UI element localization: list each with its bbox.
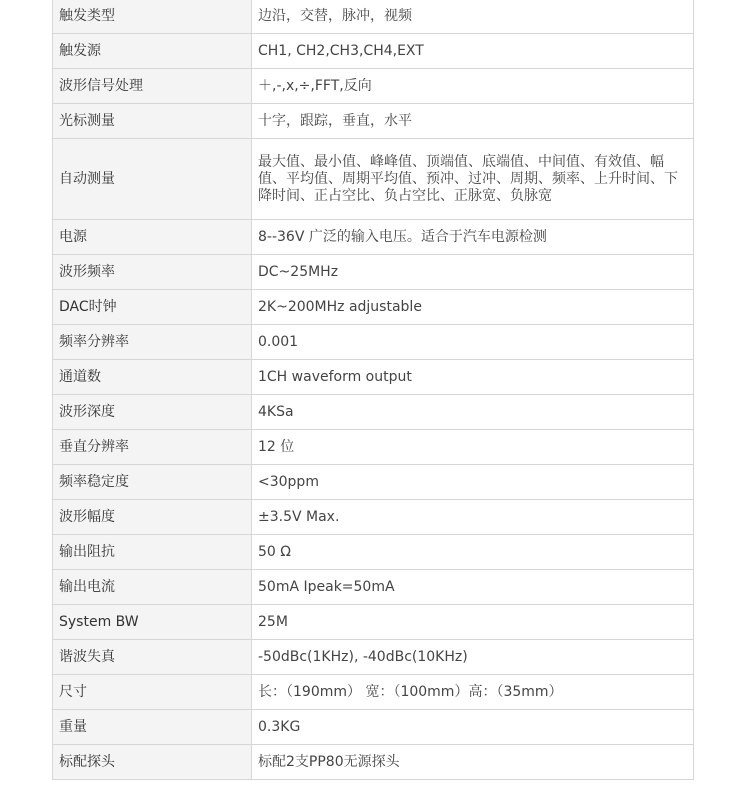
spec-value: ＋,-,x,÷,FFT,反向 [252, 69, 694, 104]
table-row [53, 104, 694, 139]
table-row [53, 69, 694, 104]
spec-value: 2K~200MHz adjustable [252, 290, 694, 325]
spec-label: DAC时钟 [53, 290, 252, 325]
spec-label: 光标测量 [53, 104, 252, 139]
spec-value: 长：（190mm） 宽：（100mm）高：（35mm） [252, 675, 694, 710]
spec-label: 触发源 [53, 34, 252, 69]
spec-value: ±3.5V Max. [252, 500, 694, 535]
table-row [53, 290, 694, 325]
spec-label: 触发类型 [53, 0, 252, 34]
spec-value: 1CH waveform output [252, 360, 694, 395]
spec-label: 输出阻抗 [53, 535, 252, 570]
spec-value: 边沿，交替，脉冲，视频 [252, 0, 694, 34]
table-row [53, 465, 694, 500]
spec-label: 波形深度 [53, 395, 252, 430]
table-row [53, 220, 694, 255]
table-row [53, 0, 694, 34]
table-row [53, 430, 694, 465]
spec-value: 25M [252, 605, 694, 640]
spec-label: System BW [53, 605, 252, 640]
spec-value: -50dBc(1KHz), -40dBc(10KHz) [252, 640, 694, 675]
table-row [53, 710, 694, 745]
spec-value: 8--36V 广泛的输入电压。适合于汽车电源检测 [252, 220, 694, 255]
spec-table [52, 0, 694, 780]
spec-value: 0.3KG [252, 710, 694, 745]
table-row [53, 139, 694, 220]
spec-label: 垂直分辨率 [53, 430, 252, 465]
table-row [53, 255, 694, 290]
spec-value: 50mA Ipeak=50mA [252, 570, 694, 605]
spec-value: CH1, CH2,CH3,CH4,EXT [252, 34, 694, 69]
spec-label: 波形频率 [53, 255, 252, 290]
table-row [53, 500, 694, 535]
spec-label: 重量 [53, 710, 252, 745]
table-row [53, 395, 694, 430]
spec-label: 尺寸 [53, 675, 252, 710]
spec-label: 波形幅度 [53, 500, 252, 535]
spec-value: <30ppm [252, 465, 694, 500]
table-row [53, 535, 694, 570]
spec-value: DC~25MHz [252, 255, 694, 290]
spec-value: 标配2支PP80无源探头 [252, 745, 694, 780]
table-row [53, 640, 694, 675]
spec-label: 频率稳定度 [53, 465, 252, 500]
spec-label: 电源 [53, 220, 252, 255]
spec-value: 最大值、最小值、峰峰值、顶端值、底端值、中间值、有效值、幅值、平均值、周期平均值、预冲、过冲、周期、频率、上升时间、下降时间、正占空比、负占空比、正脉宽、负脉宽 [252, 139, 694, 220]
table-row [53, 360, 694, 395]
spec-label: 输出电流 [53, 570, 252, 605]
spec-value: 12 位 [252, 430, 694, 465]
spec-value: 50 Ω [252, 535, 694, 570]
spec-value: 十字，跟踪，垂直，水平 [252, 104, 694, 139]
table-row [53, 34, 694, 69]
spec-label: 通道数 [53, 360, 252, 395]
table-row [53, 570, 694, 605]
table-row [53, 745, 694, 780]
spec-value: 0.001 [252, 325, 694, 360]
table-row [53, 605, 694, 640]
spec-label: 自动测量 [53, 139, 252, 220]
spec-label: 波形信号处理 [53, 69, 252, 104]
spec-label: 频率分辨率 [53, 325, 252, 360]
spec-label: 标配探头 [53, 745, 252, 780]
spec-label: 谐波失真 [53, 640, 252, 675]
table-row [53, 675, 694, 710]
table-row [53, 325, 694, 360]
spec-value: 4KSa [252, 395, 694, 430]
